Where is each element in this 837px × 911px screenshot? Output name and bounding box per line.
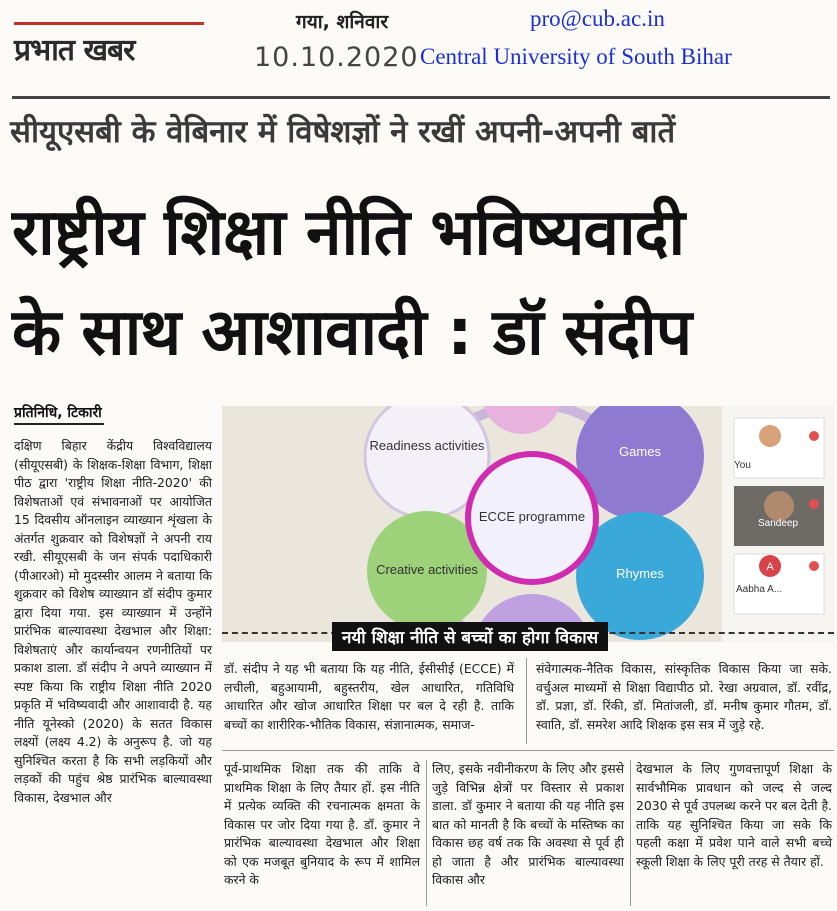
article-column-6: देखभाल के लिए गुणवत्तापूर्ण शिक्षा के सार्वभौमिक प्रावधान को जल्द से जल्द 2030 से पूर्व उपलब्ध करने पर बल देती है. ताकि यह सुनिश्चित किया जा सके कि पहली कक्षा में प्रवेश पाने वाले सभी बच्चे स्कूली शिक्षा के लिए पूरी तरह से तैयार हों. — [636, 761, 832, 869]
article-column-4: पूर्व-प्राथमिक शिक्षा तक की ताकि वे प्राथमिक शिक्षा के लिए तैयार हों. इस नीति में प्रत्येक व्यक्ति की रचनात्मक क्षमता के विकास पर जोर दिया गया है. डॉ. कुमार ने प्रारंभिक बाल्यावस्था देखभाल और शिक्षा को एक मजबूत बुनियाद के रूप में शामिल करने के — [224, 761, 420, 887]
subheadline: सीयूएसबी के वेबिनार में विषेशज्ञों ने रखीं अपनी-अपनी बातें — [10, 114, 676, 150]
contact-email[interactable]: pro@cub.ac.in — [530, 6, 665, 31]
webinar-screenshot-photo — [222, 406, 834, 642]
column-divider — [526, 658, 527, 744]
label-readiness: Readiness activities — [369, 438, 485, 453]
participant-aabha: Aabha A... — [736, 584, 783, 595]
label-games: Games — [619, 444, 661, 459]
masthead-divider — [12, 96, 830, 99]
issue-date: 10.10.2020 — [254, 42, 419, 73]
avatar-letter: A — [766, 561, 774, 573]
headline-line-1: राष्ट्रीय शिक्षा नीति भविष्यवादी — [12, 196, 685, 270]
article-column-3: संवेगात्मक-नैतिक विकास, सांस्कृतिक विकास किया जा सके. वर्चुअल माध्यमों से शिक्षा विद्यापीठ प्रो. रेखा अग्रवाल, डॉ. रवींद्र, डॉ. प्रज्ञा, डॉ. रिंकी, डॉ. मितांजली, डॉ. मनीष कुमार गौतम, डॉ. स्वाति, डॉ. समरेश आदि शिक्षक इस सत्र में जुड़े रहे. — [536, 661, 832, 732]
participant-you: You — [734, 460, 751, 471]
section-divider — [222, 750, 834, 751]
byline: प्रतिनिधि, टिकारी — [14, 405, 102, 421]
headline-line-2: के साथ आशावादी : डॉ संदीप — [12, 296, 692, 370]
participant-sandeep: Sandeep — [758, 518, 799, 529]
sandeep-avatar — [764, 491, 794, 521]
place-day: गया, शनिवार — [296, 11, 389, 33]
photo-caption: नयी शिक्षा नीति से बच्चों का होगा विकास — [332, 622, 608, 651]
column-divider — [426, 760, 427, 906]
label-creative: Creative activities — [376, 562, 478, 577]
column-divider — [630, 760, 631, 906]
label-rhymes: Rhymes — [616, 566, 664, 581]
article-column-5: लिए, इसके नवीनीकरण के लिए और इससे जुड़े विभिन्न क्षेत्रों पर विस्तार से प्रकाश डाला. डॉ कुमार ने बताया की यह नीति इस बात को मानती है कि बच्चों के मस्तिष्क का विकास छह वर्ष तक कि अवस्था से पूर्व ही हो जाता है और प्रारंभिक बाल्यावस्था विकास और — [432, 761, 624, 887]
newspaper-logo: प्रभात खबर — [14, 28, 134, 69]
label-ecce: ECCE programme — [478, 509, 586, 524]
you-avatar — [759, 425, 781, 447]
mic-off-icon — [809, 431, 819, 441]
ecce-diagram — [222, 406, 834, 642]
article-column-1: दक्षिण बिहार केंद्रीय विश्वविद्यालय (सीयूएसबी) के शिक्षक-शिक्षा विभाग, शिक्षा पीठ द्वारा 'राष्ट्रीय शिक्षा नीति-2020' की विशेषताओं एवं संभावनाओं पर आयोजित 15 दिवसीय ऑनलाइन व्याख्यान शृंखला के अंतर्गत शुक्रवार को विशेषज्ञों ने अपनी राय रखी. सीयूएसबी के जन संपर्क पदाधिकारी (पीआरओ) मो मुदस्सीर आलम ने बताया कि शुक्रवार को विशेष व्याख्यान डॉ संदीप कुमार द्वारा दिया गया. इस व्याख्यान में उन्होंने प्रारंभिक बाल्यावस्था देखभाल और शिक्षा: विशेषताएं और कार्यान्वयन रणनीतियों पर प्रकाश डाला. डॉ संदीप ने अपने व्याख्यान में स्पष्ट किया कि राष्ट्रीय शिक्षा नीति 2020 प्रकृति में भविष्यवादी और आशावादी है. यह नीति यूनेस्को (2020) के सतत विकास लक्ष्यों (लक्ष्य 4.2) के अनुरूप है. जो यह सुनिश्चित करता है कि सभी लड़कियों और लड़कों की पहुंच श्रेष्ठ प्रारंभिक बाल्यावस्था विकास, देखभाल और — [14, 438, 212, 805]
byline-underline — [14, 423, 104, 425]
mic-off-icon — [809, 561, 819, 571]
article-column-2: डॉ. संदीप ने यह भी बताया कि यह नीति, ईसीसीई (ECCE) में लचीली, बहुआयामी, बहुस्तरीय, खेल आधारित, गतिविधि आधारित और खोज आधारित शिक्षा पर बल दे रही है. ताकि बच्चों का शारीरिक-भौतिक विकास, संज्ञानात्मक, समाज- — [224, 661, 514, 732]
university-name: Central University of South Bihar — [420, 44, 732, 69]
mic-off-icon — [809, 499, 819, 509]
